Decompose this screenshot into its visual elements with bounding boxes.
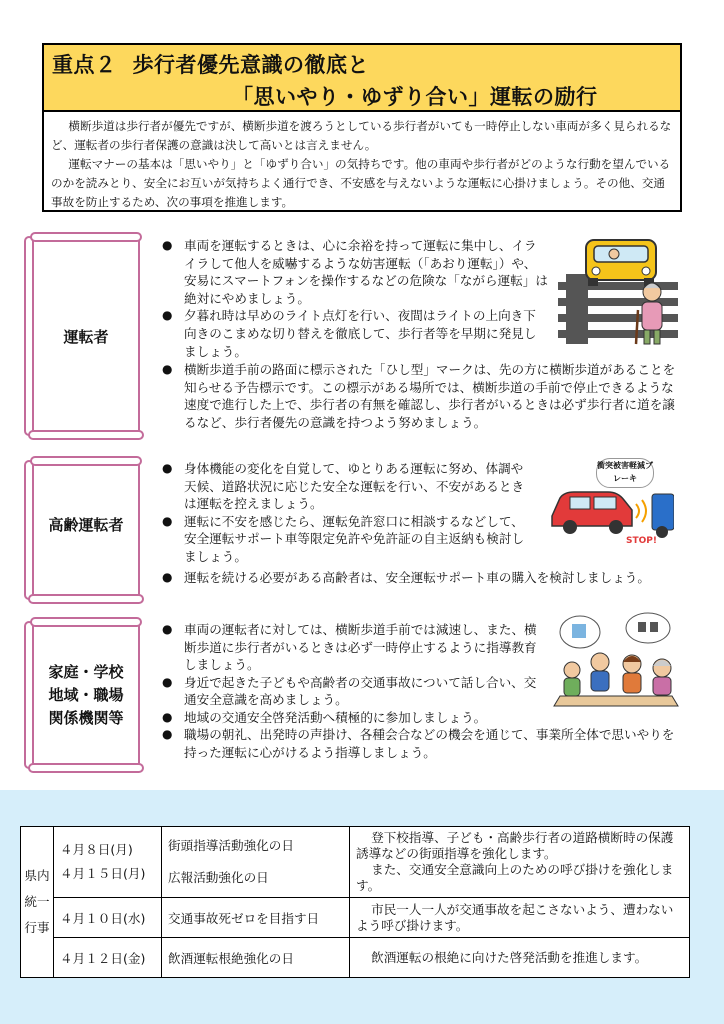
header-title-line1 bbox=[52, 49, 369, 79]
schedule-dates: ４月１２日(金) bbox=[54, 938, 162, 978]
driver-illustration bbox=[556, 234, 680, 348]
section-label-community bbox=[36, 661, 136, 730]
schedule-events: 飲酒運転根絶強化の日 bbox=[162, 938, 350, 978]
label-line: 地域・職場 bbox=[48, 686, 124, 704]
intro-paragraph-1: 横断歩道は歩行者が優先ですが、横断歩道を渡ろうとしている歩行者がいても一時停止しない車両が多く見られるなど、運転者の歩行者保護の意識は決して高いとは言えません。 bbox=[51, 119, 672, 152]
date-cell: ４月８日(月) bbox=[60, 842, 133, 857]
brake-illustration bbox=[546, 454, 674, 550]
desc-text: 市民一人一人が交通事故を起こさないよう、遭わないよう呼び掛けます。 bbox=[356, 901, 674, 933]
intro-box bbox=[42, 111, 682, 212]
schedule-description bbox=[350, 898, 690, 938]
group-label-line: 県内 bbox=[24, 868, 50, 883]
driver-bullets-bottom bbox=[162, 361, 682, 431]
scroll-label-elderly bbox=[22, 456, 145, 606]
section-label-driver: 運転者 bbox=[63, 328, 109, 346]
brake-label-bubble: 衝突被害軽減ブレーキ bbox=[596, 458, 654, 488]
table-row bbox=[21, 938, 690, 978]
elderly-bullets-top bbox=[162, 460, 532, 566]
desc-text: また、交通安全意識向上のための呼び掛けを強化します。 bbox=[356, 862, 674, 893]
group-label-line: 統一 bbox=[24, 894, 50, 909]
community-bullets-top bbox=[162, 621, 542, 727]
table-row bbox=[21, 827, 690, 898]
list-item: ● 地域の交通安全啓発活動へ積極的に参加しましょう。 bbox=[162, 709, 542, 727]
date-cell: ４月１５日(月) bbox=[60, 866, 146, 881]
community-bullets-bottom bbox=[162, 726, 682, 761]
driver-bullets-top bbox=[162, 237, 548, 360]
event-cell: 街頭指導活動強化の日 bbox=[168, 838, 294, 853]
scroll-label-driver bbox=[22, 232, 145, 442]
meeting-illustration bbox=[550, 610, 682, 716]
schedule-table bbox=[20, 826, 690, 978]
section-header bbox=[42, 43, 682, 112]
schedule-dates bbox=[54, 827, 162, 898]
schedule-description bbox=[350, 938, 690, 978]
list-item: ● 車両を運転するときは、心に余裕を持って運転に集中し、イライラして他人を威嚇するような妨害運転（「あおり運転」）や、安易にスマートフォンを操作するなどの危険な「ながら運転」は絶対にやめましょう。 bbox=[162, 237, 548, 307]
list-item: ● 運転に不安を感じたら、運転免許窓口に相談するなどして、安全運転サポート車等限定免許や免許証の自主返納も検討しましょう。 bbox=[162, 513, 532, 566]
list-item: ● 職場の朝礼、出発時の声掛け、各種会合などの機会を通じて、事業所全体で思いやりを持った運転に心がけるよう指導しましょう。 bbox=[162, 726, 682, 761]
table-row bbox=[21, 898, 690, 938]
desc-text: 登下校指導、子ども・高齢歩行者の道路横断時の保護誘導などの街頭指導を強化します。 bbox=[356, 830, 674, 861]
list-item: ● 身体機能の変化を自覚して、ゆとりある運転に努め、体調や天候、道路状況に応じた安全な運転を行い、不安があるときは運転を控えましょう。 bbox=[162, 460, 532, 513]
label-line: 家庭・学校 bbox=[48, 663, 124, 681]
header-title-text: 歩行者優先意識の徹底と bbox=[132, 53, 369, 77]
scroll-label-community bbox=[22, 617, 145, 775]
label-line: 関係機関等 bbox=[48, 709, 124, 727]
schedule-group-label bbox=[21, 827, 54, 978]
stop-text: STOP! bbox=[626, 536, 657, 546]
list-item: ● 運転を続ける必要がある高齢者は、安全運転サポート車の購入を検討しましょう。 bbox=[162, 569, 682, 587]
schedule-events: 交通事故死ゼロを目指す日 bbox=[162, 898, 350, 938]
schedule-dates: ４月１０日(水) bbox=[54, 898, 162, 938]
event-cell: 広報活動強化の日 bbox=[168, 870, 269, 885]
group-label-line: 行事 bbox=[24, 920, 50, 935]
list-item: ● 車両の運転者に対しては、横断歩道手前では減速し、また、横断歩道に歩行者がいるときは必ず一時停止するように指導教育しましょう。 bbox=[162, 621, 542, 674]
header-tag: 重点２ bbox=[52, 53, 117, 77]
desc-text: 飲酒運転の根絶に向けた啓発活動を推進します。 bbox=[371, 949, 648, 965]
schedule-description bbox=[350, 827, 690, 898]
elderly-bullets-bottom bbox=[162, 569, 682, 587]
list-item: ● 横断歩道手前の路面に標示された「ひし型」マークは、先の方に横断歩道があることを知らせる予告標示です。この標示がある場所では、横断歩道の手前で停止できるような速度で進行した上で、歩行者の有無を確認し、歩行者がいるときは必ず歩行者に道を譲るなど、歩行者優先の意識を持つよう努めましょう。 bbox=[162, 361, 682, 431]
list-item: ● 身近で起きた子どもや高齢者の交通事故について話し合い、交通安全意識を高めましょう。 bbox=[162, 674, 542, 709]
schedule-events bbox=[162, 827, 350, 898]
header-title-line2: 「思いやり・ゆずり合い」運転の励行 bbox=[232, 85, 598, 109]
section-label-elderly: 高齢運転者 bbox=[48, 516, 124, 534]
intro-paragraph-2: 運転マナーの基本は「思いやり」と「ゆずり合い」の気持ちです。他の車両や歩行者がどのような行動を望んでいるのかを読みとり、安全にお互いが気持ちよく通行でき、不安感を与えないような運転に心掛けましょう。その他、交通事故を防止するため、次の事項を推進します。 bbox=[51, 157, 671, 209]
list-item: ● 夕暮れ時は早めのライト点灯を行い、夜間はライトの上向き下向きのこまめな切り替えを徹底して、歩行者等を早期に発見しましょう。 bbox=[162, 307, 548, 360]
